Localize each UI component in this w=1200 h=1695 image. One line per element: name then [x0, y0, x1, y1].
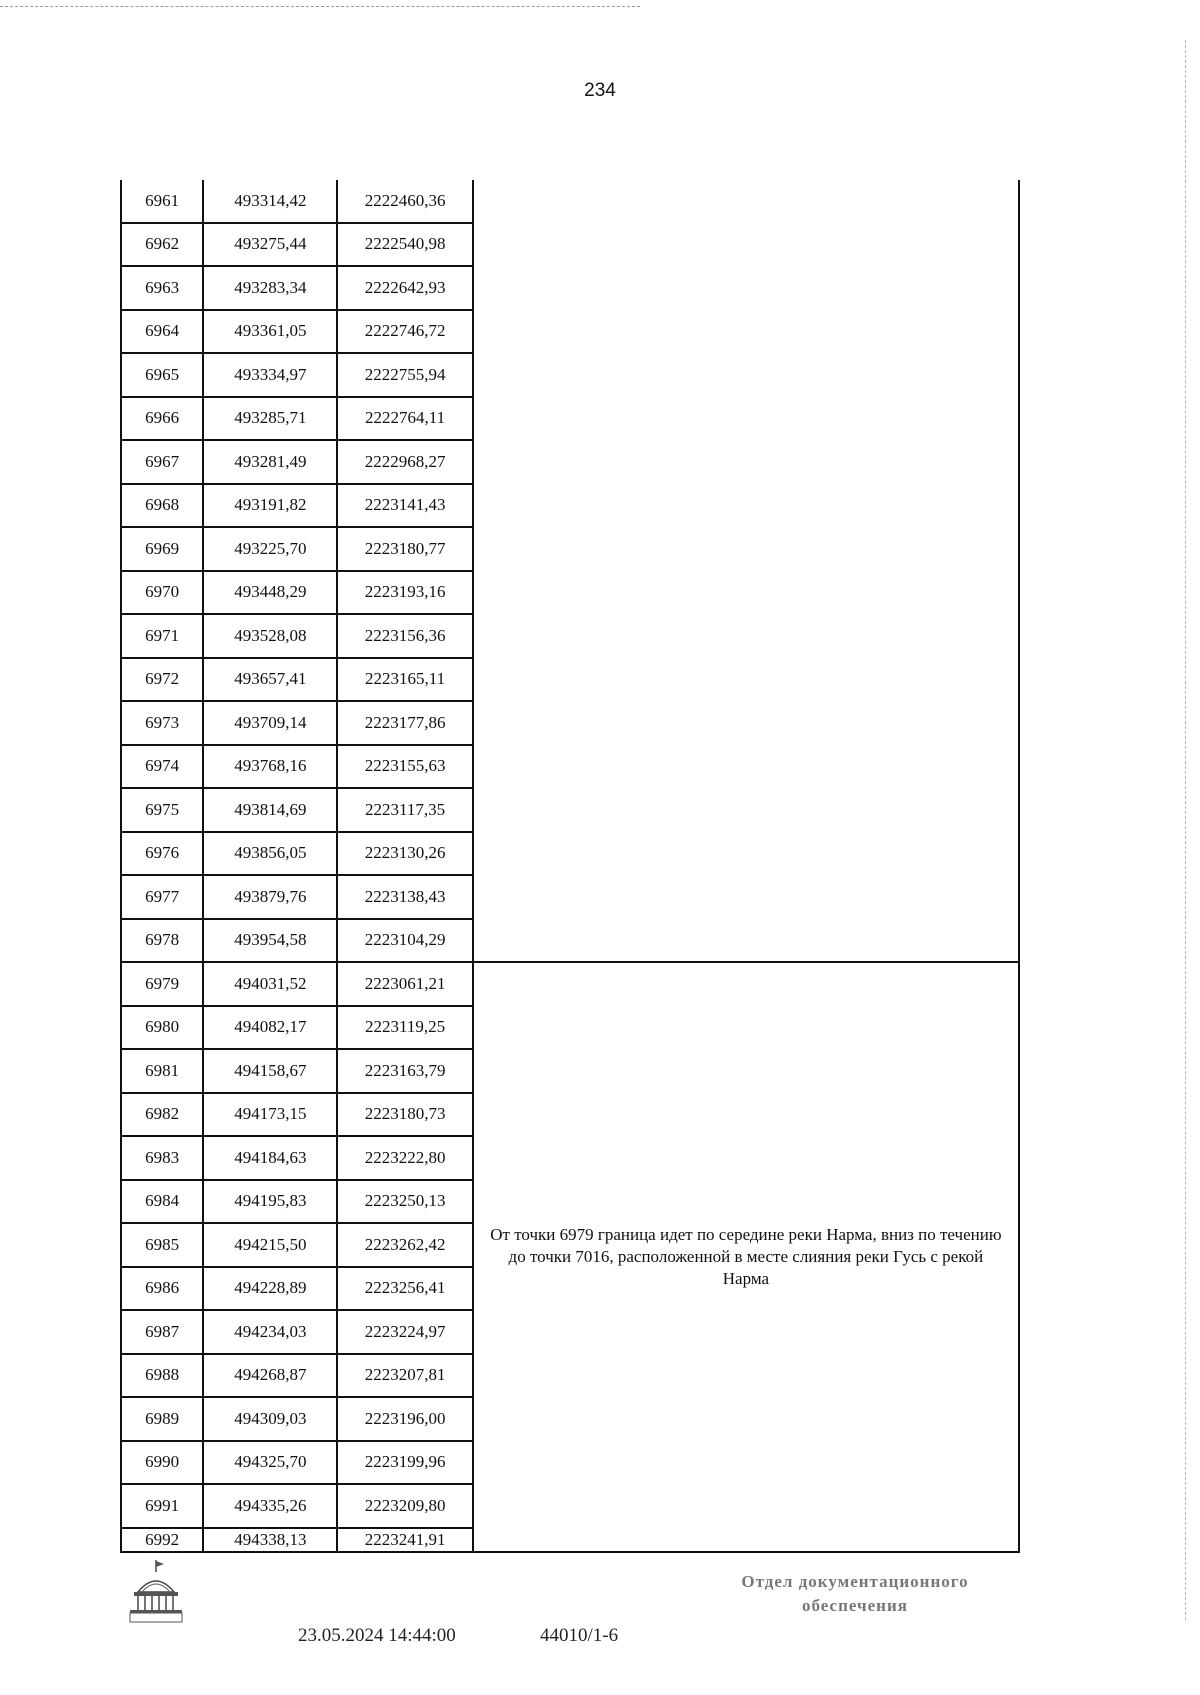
point-number-cell: 6972 — [121, 658, 203, 702]
coordinates-table-wrapper — [120, 180, 1020, 1553]
description-cell-empty — [473, 180, 1019, 962]
y-coordinate-cell: 2223104,29 — [337, 919, 472, 963]
stamp-line-1: Отдел документационного — [741, 1572, 969, 1591]
y-coordinate-cell: 2223141,43 — [337, 484, 472, 528]
point-number-cell: 6966 — [121, 397, 203, 441]
point-number-cell: 6984 — [121, 1180, 203, 1224]
x-coordinate-cell: 494158,67 — [203, 1049, 337, 1093]
x-coordinate-cell: 494234,03 — [203, 1310, 337, 1354]
coordinates-table — [120, 180, 1020, 1553]
x-coordinate-cell: 493814,69 — [203, 788, 337, 832]
x-coordinate-cell: 493657,41 — [203, 658, 337, 702]
y-coordinate-cell: 2223177,86 — [337, 701, 472, 745]
x-coordinate-cell: 493361,05 — [203, 310, 337, 354]
x-coordinate-cell: 493768,16 — [203, 745, 337, 789]
point-number-cell: 6963 — [121, 266, 203, 310]
x-coordinate-cell: 493709,14 — [203, 701, 337, 745]
x-coordinate-cell: 494082,17 — [203, 1006, 337, 1050]
point-number-cell: 6968 — [121, 484, 203, 528]
x-coordinate-cell: 493275,44 — [203, 223, 337, 267]
x-coordinate-cell: 493954,58 — [203, 919, 337, 963]
boundary-description-text: От точки 6979 граница идет по середине реки Нарма, вниз по течению до точки 7016, расположенной в месте слияния реки Гусь с рекой Нарма — [490, 1224, 1002, 1288]
department-stamp — [690, 1570, 1020, 1618]
y-coordinate-cell: 2223222,80 — [337, 1136, 472, 1180]
x-coordinate-cell: 493879,76 — [203, 875, 337, 919]
x-coordinate-cell: 494335,26 — [203, 1484, 337, 1528]
y-coordinate-cell: 2223117,35 — [337, 788, 472, 832]
y-coordinate-cell: 2222460,36 — [337, 180, 472, 223]
x-coordinate-cell: 493283,34 — [203, 266, 337, 310]
y-coordinate-cell: 2223119,25 — [337, 1006, 472, 1050]
x-coordinate-cell: 493334,97 — [203, 353, 337, 397]
y-coordinate-cell: 2222642,93 — [337, 266, 472, 310]
y-coordinate-cell: 2222540,98 — [337, 223, 472, 267]
point-number-cell: 6981 — [121, 1049, 203, 1093]
y-coordinate-cell: 2223224,97 — [337, 1310, 472, 1354]
point-number-cell: 6988 — [121, 1354, 203, 1398]
table-row — [121, 962, 1019, 1006]
x-coordinate-cell: 494268,87 — [203, 1354, 337, 1398]
x-coordinate-cell: 494173,15 — [203, 1093, 337, 1137]
y-coordinate-cell: 2223180,73 — [337, 1093, 472, 1137]
y-coordinate-cell: 2223209,80 — [337, 1484, 472, 1528]
x-coordinate-cell: 494325,70 — [203, 1441, 337, 1485]
point-number-cell: 6992 — [121, 1528, 203, 1552]
point-number-cell: 6973 — [121, 701, 203, 745]
x-coordinate-cell: 493225,70 — [203, 527, 337, 571]
x-coordinate-cell: 494031,52 — [203, 962, 337, 1006]
y-coordinate-cell: 2223256,41 — [337, 1267, 472, 1311]
y-coordinate-cell: 2223199,96 — [337, 1441, 472, 1485]
point-number-cell: 6982 — [121, 1093, 203, 1137]
x-coordinate-cell: 494309,03 — [203, 1397, 337, 1441]
point-number-cell: 6962 — [121, 223, 203, 267]
coordinates-table-body — [121, 180, 1019, 1552]
x-coordinate-cell: 493448,29 — [203, 571, 337, 615]
x-coordinate-cell: 493191,82 — [203, 484, 337, 528]
point-number-cell: 6978 — [121, 919, 203, 963]
y-coordinate-cell: 2223262,42 — [337, 1223, 472, 1267]
x-coordinate-cell: 494228,89 — [203, 1267, 337, 1311]
point-number-cell: 6990 — [121, 1441, 203, 1485]
point-number-cell: 6986 — [121, 1267, 203, 1311]
y-coordinate-cell: 2222755,94 — [337, 353, 472, 397]
y-coordinate-cell: 2222746,72 — [337, 310, 472, 354]
y-coordinate-cell: 2223193,16 — [337, 571, 472, 615]
y-coordinate-cell: 2222968,27 — [337, 440, 472, 484]
point-number-cell: 6965 — [121, 353, 203, 397]
y-coordinate-cell: 2223155,63 — [337, 745, 472, 789]
point-number-cell: 6989 — [121, 1397, 203, 1441]
x-coordinate-cell: 494338,13 — [203, 1528, 337, 1552]
y-coordinate-cell: 2223180,77 — [337, 527, 472, 571]
point-number-cell: 6969 — [121, 527, 203, 571]
y-coordinate-cell: 2223207,81 — [337, 1354, 472, 1398]
boundary-description-cell — [473, 962, 1019, 1552]
x-coordinate-cell: 493528,08 — [203, 614, 337, 658]
y-coordinate-cell: 2223163,79 — [337, 1049, 472, 1093]
x-coordinate-cell: 493285,71 — [203, 397, 337, 441]
point-number-cell: 6975 — [121, 788, 203, 832]
footer-document-code: 44010/1-6 — [540, 1625, 619, 1646]
y-coordinate-cell: 2223241,91 — [337, 1528, 472, 1552]
point-number-cell: 6985 — [121, 1223, 203, 1267]
x-coordinate-cell: 493856,05 — [203, 832, 337, 876]
point-number-cell: 6983 — [121, 1136, 203, 1180]
point-number-cell: 6967 — [121, 440, 203, 484]
point-number-cell: 6961 — [121, 180, 203, 223]
y-coordinate-cell: 2223250,13 — [337, 1180, 472, 1224]
point-number-cell: 6987 — [121, 1310, 203, 1354]
y-coordinate-cell: 2223196,00 — [337, 1397, 472, 1441]
point-number-cell: 6971 — [121, 614, 203, 658]
y-coordinate-cell: 2223165,11 — [337, 658, 472, 702]
point-number-cell: 6980 — [121, 1006, 203, 1050]
point-number-cell: 6976 — [121, 832, 203, 876]
table-row — [121, 180, 1019, 223]
point-number-cell: 6970 — [121, 571, 203, 615]
y-coordinate-cell: 2223156,36 — [337, 614, 472, 658]
duma-logo-icon — [126, 1558, 190, 1628]
point-number-cell: 6979 — [121, 962, 203, 1006]
y-coordinate-cell: 2222764,11 — [337, 397, 472, 441]
point-number-cell: 6977 — [121, 875, 203, 919]
point-number-cell: 6964 — [121, 310, 203, 354]
page-number: 234 — [584, 80, 616, 101]
y-coordinate-cell: 2223130,26 — [337, 832, 472, 876]
footer-date: 23.05.2024 14:44:00 — [298, 1625, 456, 1646]
y-coordinate-cell: 2223061,21 — [337, 962, 472, 1006]
x-coordinate-cell: 493314,42 — [203, 180, 337, 223]
scan-edge-right — [1185, 40, 1186, 1620]
x-coordinate-cell: 493281,49 — [203, 440, 337, 484]
y-coordinate-cell: 2223138,43 — [337, 875, 472, 919]
point-number-cell: 6991 — [121, 1484, 203, 1528]
x-coordinate-cell: 494195,83 — [203, 1180, 337, 1224]
x-coordinate-cell: 494215,50 — [203, 1223, 337, 1267]
x-coordinate-cell: 494184,63 — [203, 1136, 337, 1180]
scan-edge-top — [0, 6, 640, 7]
stamp-line-2: обеспечения — [802, 1596, 908, 1615]
point-number-cell: 6974 — [121, 745, 203, 789]
